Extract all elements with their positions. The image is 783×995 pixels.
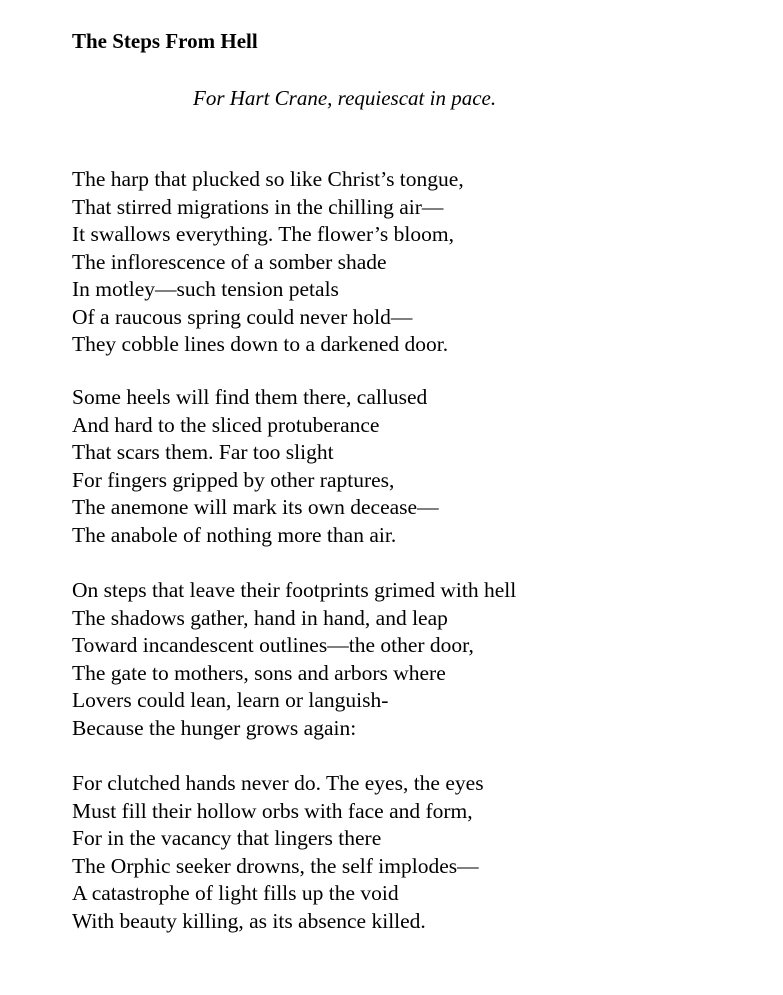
poem-line: The anemone will mark its own decease— [72, 495, 439, 519]
poem-line: Because the hunger grows again: [72, 715, 357, 740]
stanza-1 [72, 166, 464, 359]
poem-line: They cobble lines down to a darkened door. [72, 332, 449, 356]
poem-line: On steps that leave their footprints grimed with hell [72, 578, 517, 602]
poem-line: The shadows gather, hand in hand, and leap [72, 605, 448, 630]
poem-line: For clutched hands never do. The eyes, the eyes [72, 771, 484, 795]
poem-line: Of a raucous spring could never hold— [72, 304, 413, 329]
poem-line: The Orphic seeker drowns, the self implodes— [72, 853, 479, 878]
poem-line: That scars them. Far too slight [72, 440, 334, 464]
poem-line: The gate to mothers, sons and arbors where [72, 660, 446, 685]
poem-line: Lovers could lean, learn or languish- [72, 688, 389, 712]
poem-line: A catastrophe of light fills up the void [72, 881, 399, 905]
poem-line: With beauty killing, as its absence killed. [72, 908, 426, 933]
poem-line: And hard to the sliced protuberance [72, 412, 380, 437]
poem-line: For fingers gripped by other raptures, [72, 467, 395, 492]
stanza-2 [72, 384, 439, 549]
poem-title: The Steps From Hell [72, 29, 258, 53]
poem-line: Must fill their hollow orbs with face and form, [72, 798, 473, 823]
poem-line: The anabole of nothing more than air. [72, 522, 397, 547]
stanza-3 [72, 577, 516, 742]
poem-line: In motley—such tension petals [72, 277, 339, 301]
poem-line: Toward incandescent outlines—the other door, [72, 633, 474, 657]
poem-line: For in the vacancy that lingers there [72, 826, 382, 850]
stanza-4 [72, 770, 484, 935]
poem-line: Some heels will find them there, callused [72, 385, 428, 409]
poem-line: It swallows everything. The flower’s bloom, [72, 222, 454, 246]
poem-line: The harp that plucked so like Christ’s tongue, [72, 167, 464, 191]
poem-line: That stirred migrations in the chilling air— [72, 194, 444, 219]
poem-line: The inflorescence of a somber shade [72, 249, 387, 274]
poem-dedication: For Hart Crane, requiescat in pace. [193, 86, 497, 110]
